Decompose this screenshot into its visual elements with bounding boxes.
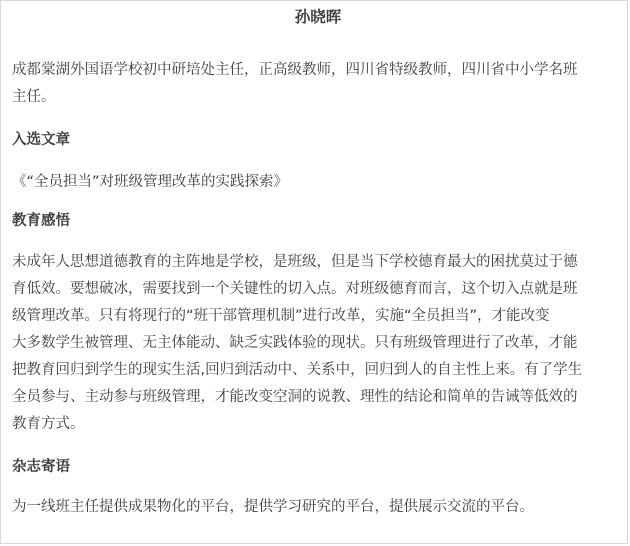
bio-line: 成都棠湖外国语学校初中研培处主任，正高级教师，四川省特级教师，四川省中小学名班 bbox=[12, 62, 578, 78]
insight-paragraph bbox=[12, 249, 618, 438]
section-heading-insight: 教育感悟 bbox=[12, 213, 70, 229]
article-title bbox=[12, 169, 618, 196]
insight-line: 育低效。要想破冰，需要找到一个关键性的切入点。对班级德育而言，这个切入点就是班 bbox=[12, 281, 578, 297]
insight-line: 未成年人思想道德教育的主阵地是学校，是班级，但是当下学校德育最大的困扰莫过于德 bbox=[12, 254, 578, 270]
section-heading-article: 入选文章 bbox=[12, 132, 70, 148]
insight-line: 大多数学生被管理、无主体能动、缺乏实践体验的现状。只有班级管理进行了改革，才能 bbox=[12, 335, 578, 351]
bio-paragraph bbox=[12, 57, 618, 111]
message-paragraph bbox=[12, 494, 618, 521]
insight-line: 级管理改革。只有将现行的“班干部管理机制”进行改革，实施“全员担当”，才能改变 bbox=[12, 308, 550, 324]
bio-line: 主任。 bbox=[12, 89, 56, 105]
section-heading-message: 杂志寄语 bbox=[12, 459, 70, 475]
page-title: 孙晓晖 bbox=[294, 8, 342, 26]
insight-line: 把教育回归到学生的现实生活,回归到活动中、关系中，回归到人的自主性上来。有了学生 bbox=[12, 362, 583, 378]
insight-line: 全员参与、主动参与班级管理，才能改变空洞的说教、理性的结论和简单的告诫等低效的 bbox=[12, 389, 578, 405]
insight-line: 教育方式。 bbox=[12, 416, 85, 432]
article-title-text: 《“全员担当”对班级管理改革的实践探索》 bbox=[12, 174, 289, 190]
message-text: 为一线班主任提供成果物化的平台，提供学习研究的平台，提供展示交流的平台。 bbox=[12, 499, 534, 515]
